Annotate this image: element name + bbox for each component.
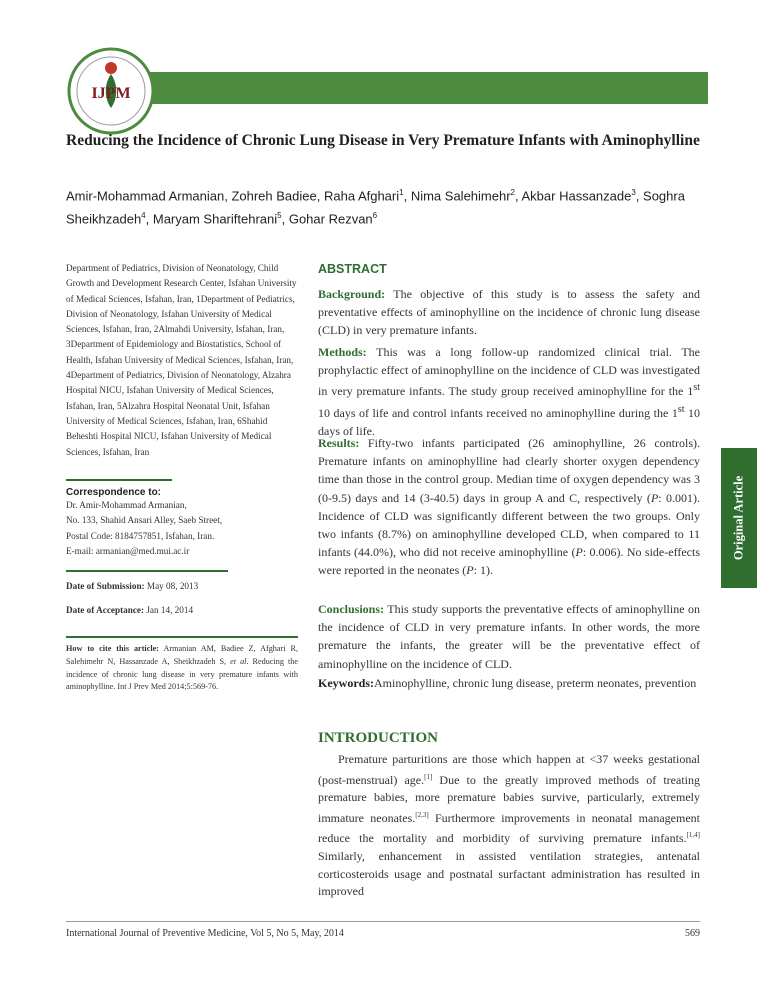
author-list: Amir-Mohammad Armanian, Zohreh Badiee, Raha Afghari$^1$, Nima Salehimehr$^2$, Akbar Hassanzade$^3$, Soghra Sheikhzadeh$^4$, Maryam Shariftehrani$^5$, Gohar Rezvan$^6$ <box>66 188 685 227</box>
author-affiliation-number: 5 <box>277 211 282 221</box>
divider <box>66 479 172 481</box>
affiliations: Department of Pediatrics, Division of Neonatology, Child Growth and Development Research Center, Isfahan University of Medical Sciences, Isfahan, Iran, 1Department of Pediatrics, Division of Neonatology, Isfahan University of Medical Sciences, Isfahan, Iran, 2Almahdi University, Isfahan, Iran, 3Department of Epidemiology and Biostatistics, School of Health, Isfahan University of Medical Sciences, Isfahan, Iran, 4Department of Pediatrics, Division of Neonatology, Alzahra Hospital NICU, Isfahan University of Medical Sciences, Isfahan, Iran, 5Alzahra Hospital Neonatal Unit, Isfahan University of Medical Sciences, Isfahan, Iran, 6Shahid Beheshti Hospital NICU, Isfahan University of Medical Sciences, Isfahan, Iran <box>66 263 297 457</box>
author-name: Amir-Mohammad Armanian <box>66 188 225 204</box>
author-affiliation-number: 4 <box>141 211 146 221</box>
author-affiliation-number: 2 <box>510 188 515 197</box>
correspondence-line: No. 133, Shahid Ansari Alley, Saeb Street, <box>66 515 223 526</box>
author-name: Zohreh Badiee <box>231 188 317 204</box>
submission-date: Date of Submission: May 08, 2013 <box>66 581 199 591</box>
author-affiliation-number: 6 <box>372 211 378 221</box>
author-affiliation-number: 1 <box>399 188 404 197</box>
footer-journal: International Journal of Preventive Medicine, Vol 5, No 5, May, 2014 <box>66 928 344 939</box>
how-to-cite: How to cite this article: Armanian AM, Badiee Z, Afghari R, Salehimehr N, Hassanzade A, Sheikhzadeh S, et al. Reducing the incidence of chronic lung disease in very premature infants with aminophylline. Int J Prev Med 2014;5:569-76. <box>66 644 298 692</box>
citation-link[interactable]: [1,4] <box>686 831 700 840</box>
logo-figure-icon <box>105 62 117 74</box>
site-url[interactable]: www.ijpm.ir <box>581 154 642 168</box>
correspondence-block <box>66 498 298 559</box>
correspondence-email[interactable]: E-mail: armanian@med.mui.ac.ir <box>66 545 190 556</box>
introduction-text: Premature parturitions are those which happen at <37 weeks gestational (post-menstrual) age.[1] Due to the greatly improved methods of treating premature babies, more premature babies survive, particularly, extremely immature neonates.[2,3] Furthermore improvements in neonatal management reduce the mortality and morbidity of surviving premature infants.[1,4] Similarly, enhancement in assisted ventilation strategies, antenatal corticosteroids usage and postnatal surfactant administration has resulted in improved <box>318 752 700 899</box>
author-name: Raha Afghari <box>323 188 400 204</box>
introduction-heading: INTRODUCTION <box>318 730 439 746</box>
divider <box>66 570 228 572</box>
footer-divider <box>66 921 700 922</box>
logo-text: IJPM <box>91 85 131 102</box>
abstract-keywords: Keywords:Aminophylline, chronic lung disease, preterm neonates, prevention <box>318 676 697 690</box>
author-name: Soghra Sheikhzadeh <box>66 188 685 227</box>
author-name: Nima Salehimehr <box>410 188 511 204</box>
citation-link[interactable]: [2,3] <box>415 810 429 819</box>
correspondence-label: Correspondence to: <box>66 487 162 498</box>
divider <box>66 636 298 638</box>
abstract-heading: ABSTRACT <box>318 262 387 276</box>
page-number: 569 <box>685 928 700 939</box>
abstract-methods: Methods: This was a long follow-up randomized clinical trial. The prophylactic effect of aminophylline on the incidence of CLD was investigated in very premature infants. The study group received aminophylline for the 1st 10 days of life and control infants received no aminophylline during the 1st 10 days of life. <box>318 345 701 438</box>
author-affiliation-number: 3 <box>631 188 636 197</box>
abstract-background: Background: The objective of this study is to assess the safety and preventative effects of aminophylline on the incidence of chronic lung disease (CLD) in very premature infants. <box>318 287 700 338</box>
abstract-conclusions: Conclusions: This study supports the preventative effects of aminophylline on the incidence of CLD in very premature infants. In other words, the more premature the infants, the greater will be the preventative effect of aminophylline on the incidence of CLD. <box>318 602 700 671</box>
correspondence-line: Dr. Amir-Mohammad Armanian, <box>66 500 187 510</box>
citation-link[interactable]: [1] <box>424 772 433 781</box>
author-name: Gohar Rezvan <box>288 211 373 227</box>
journal-logo <box>66 46 156 136</box>
correspondence-line: Postal Code: 8184757851, Isfahan, Iran. <box>66 530 215 541</box>
author-name: Maryam Shariftehrani <box>152 211 278 227</box>
article-title: Reducing the Incidence of Chronic Lung Disease in Very Premature Infants with Aminophylline <box>66 132 700 149</box>
acceptance-date: Date of Acceptance: Jan 14, 2014 <box>66 605 194 615</box>
abstract-results: Results: Fifty-two infants participated (26 aminophylline, 26 controls). Premature infants on aminophylline had clearly shorter oxygen dependency time than those in the control group. Median time of oxygen dependency was 3 (0-9.5) days and 14 (3-40.5) days in group A and C, respectively (P: 0.001). Incidence of CLD was significantly different between the two groups. Only two infants (8.7%) on aminophylline developed CLD, when compared to 11 infants (44.0%), who did not receive aminophylline (P: 0.006). No side-effects were reported in the neonates (P: 1). <box>318 436 700 578</box>
article-type-label: Original Article <box>731 475 746 561</box>
author-name: Akbar Hassanzade <box>521 188 632 204</box>
article-type-tab <box>721 448 757 588</box>
